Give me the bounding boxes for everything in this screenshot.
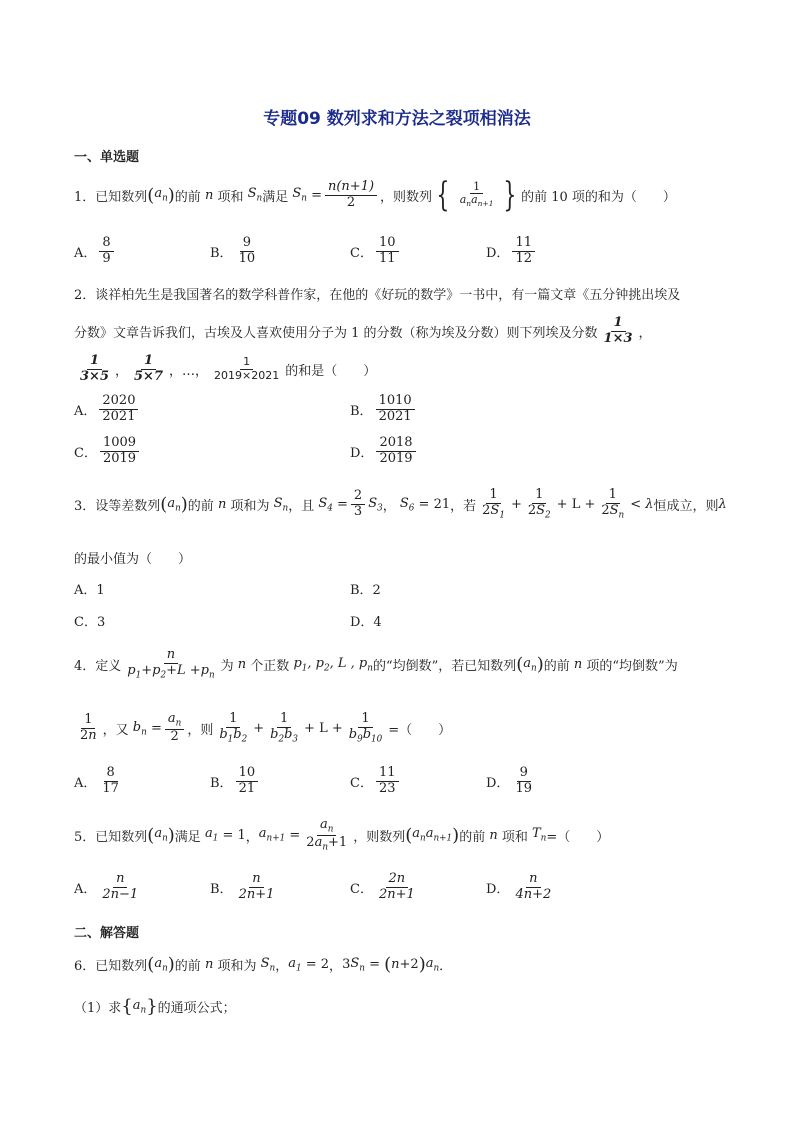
question-2-line-1: 2．谈祥柏先生是我国著名的数学科普作家，在他的《好玩的数学》一书中，有一篇文章《五分钟挑出埃及 bbox=[74, 288, 681, 303]
question-2-line-2: 分数》文章告诉我们，古埃及人喜欢使用分子为 1 的分数（称为埃及分数）则下列埃及分数 $\frac{1}{1\times 3}$ ， bbox=[74, 315, 652, 346]
question-6-part-1: （1）求 { $a_n$ } 的通项公式； bbox=[74, 996, 236, 1017]
q2-option-c[interactable]: C． $\frac{1009}{2019}$ bbox=[74, 436, 142, 467]
question-3-line-1: 3．设等差数列 ( $a_n$ ) 的前 n 项和为 $S_n$ ，且 $S_4$ = $\frac{2}{3}$ $S_3$ ， $S_6$ = 21 ，若 $\frac{1}{2S_1}$ + $\frac{1}{2S_2}$ + L + $\frac{1}{2S_n}$ < λ 恒成立，则 λ bbox=[74, 487, 727, 521]
question-5: 5．已知数列 ( $a_n$ ) 满足 $a_1$ = 1 ， $a_{n+1}$ = $\frac{a_n}{2a_n+1}$ ，则数列 ( $a_na_{n+1}$ ) 的前 n 项和 $T_n$ =（ ） bbox=[74, 817, 610, 853]
q1-option-b[interactable]: B． $\frac{9}{10}$ bbox=[210, 235, 256, 266]
q3-option-a[interactable]: A．1 bbox=[74, 583, 105, 598]
q5-option-b[interactable]: B． $\frac{n}{2n+1}$ bbox=[210, 871, 275, 902]
question-6: 6．已知数列 ( $a_n$ ) 的前 n 项和为 $S_n$ ， $a_1$ = 2 ， 3 $S_n$ = ( n +2 ) $a_n$ ． bbox=[74, 954, 453, 975]
question-4-line-1: 4．定义 $\frac{n}{p_1+p_2+L +p_n}$ 为 n 个正数 $p_1$, $p_2$, L , $p_n$ 的“均倒数”，若已知数列 ( $a_n$ ) 的前 n 项的“均倒数”为 bbox=[74, 647, 678, 681]
q1-option-a[interactable]: A． $\frac{8}{9}$ bbox=[74, 236, 117, 267]
q4-option-d[interactable]: D． $\frac{9}{19}$ bbox=[486, 765, 532, 796]
q2-option-a[interactable]: A． $\frac{2020}{2021}$ bbox=[74, 394, 141, 425]
q2-option-d[interactable]: D． $\frac{2018}{2019}$ bbox=[350, 436, 419, 467]
q3-option-d[interactable]: D．4 bbox=[350, 615, 382, 630]
q1-option-c[interactable]: C． $\frac{10}{11}$ bbox=[350, 236, 402, 267]
q2-option-b[interactable]: B． $\frac{1010}{2021}$ bbox=[350, 394, 418, 425]
q3-option-c[interactable]: C．3 bbox=[74, 615, 106, 630]
q4-option-b[interactable]: B． $\frac{10}{21}$ bbox=[210, 766, 261, 797]
question-4-line-2: $\frac{1}{2n}$ ，又 $b_n$ = $\frac{a_n}{2}$ ，则 $\frac{1}{b_1b_2}$ + $\frac{1}{b_2b_3}$ + L + $\frac{1}{b_9b_{10}}$ =（ ） bbox=[80, 711, 452, 745]
q4-option-a[interactable]: A． $\frac{8}{17}$ bbox=[74, 765, 119, 796]
q4-option-c[interactable]: C． $\frac{11}{23}$ bbox=[350, 766, 402, 797]
q5-option-d[interactable]: D． $\frac{n}{4n+2}$ bbox=[486, 871, 552, 902]
q3-option-b[interactable]: B．2 bbox=[350, 583, 381, 598]
question-1: 1．已知数列 ( $a_n$ ) 的前 n 项和 $S_n$ 满足 $S_n$ = $\frac{n(n+1)}{2}$ ，则数列 { $\frac{1}{a_na_{n+1}}$ } 的前 10 项的和为（ ） bbox=[74, 175, 676, 215]
page-title: 专题09 数列求和方法之裂项相消法 bbox=[263, 109, 531, 129]
question-2-line-3: $\frac{1}{3\times 5}$ ， $\frac{1}{5\times 7}$ ，…， $\frac{1}{2019\times 2021}$ 的和是（ ） bbox=[80, 353, 377, 384]
q5-option-c[interactable]: C． $\frac{2n}{2n+1}$ bbox=[350, 871, 415, 902]
q5-option-a[interactable]: A． $\frac{n}{2n-1}$ bbox=[74, 871, 139, 902]
question-3-line-2: 的最小值为（ ） bbox=[74, 552, 192, 567]
section-heading-answer: 二、解答题 bbox=[74, 926, 140, 941]
section-heading-single-choice: 一、单选题 bbox=[74, 150, 140, 165]
q1-option-d[interactable]: D． $\frac{11}{12}$ bbox=[486, 236, 538, 267]
